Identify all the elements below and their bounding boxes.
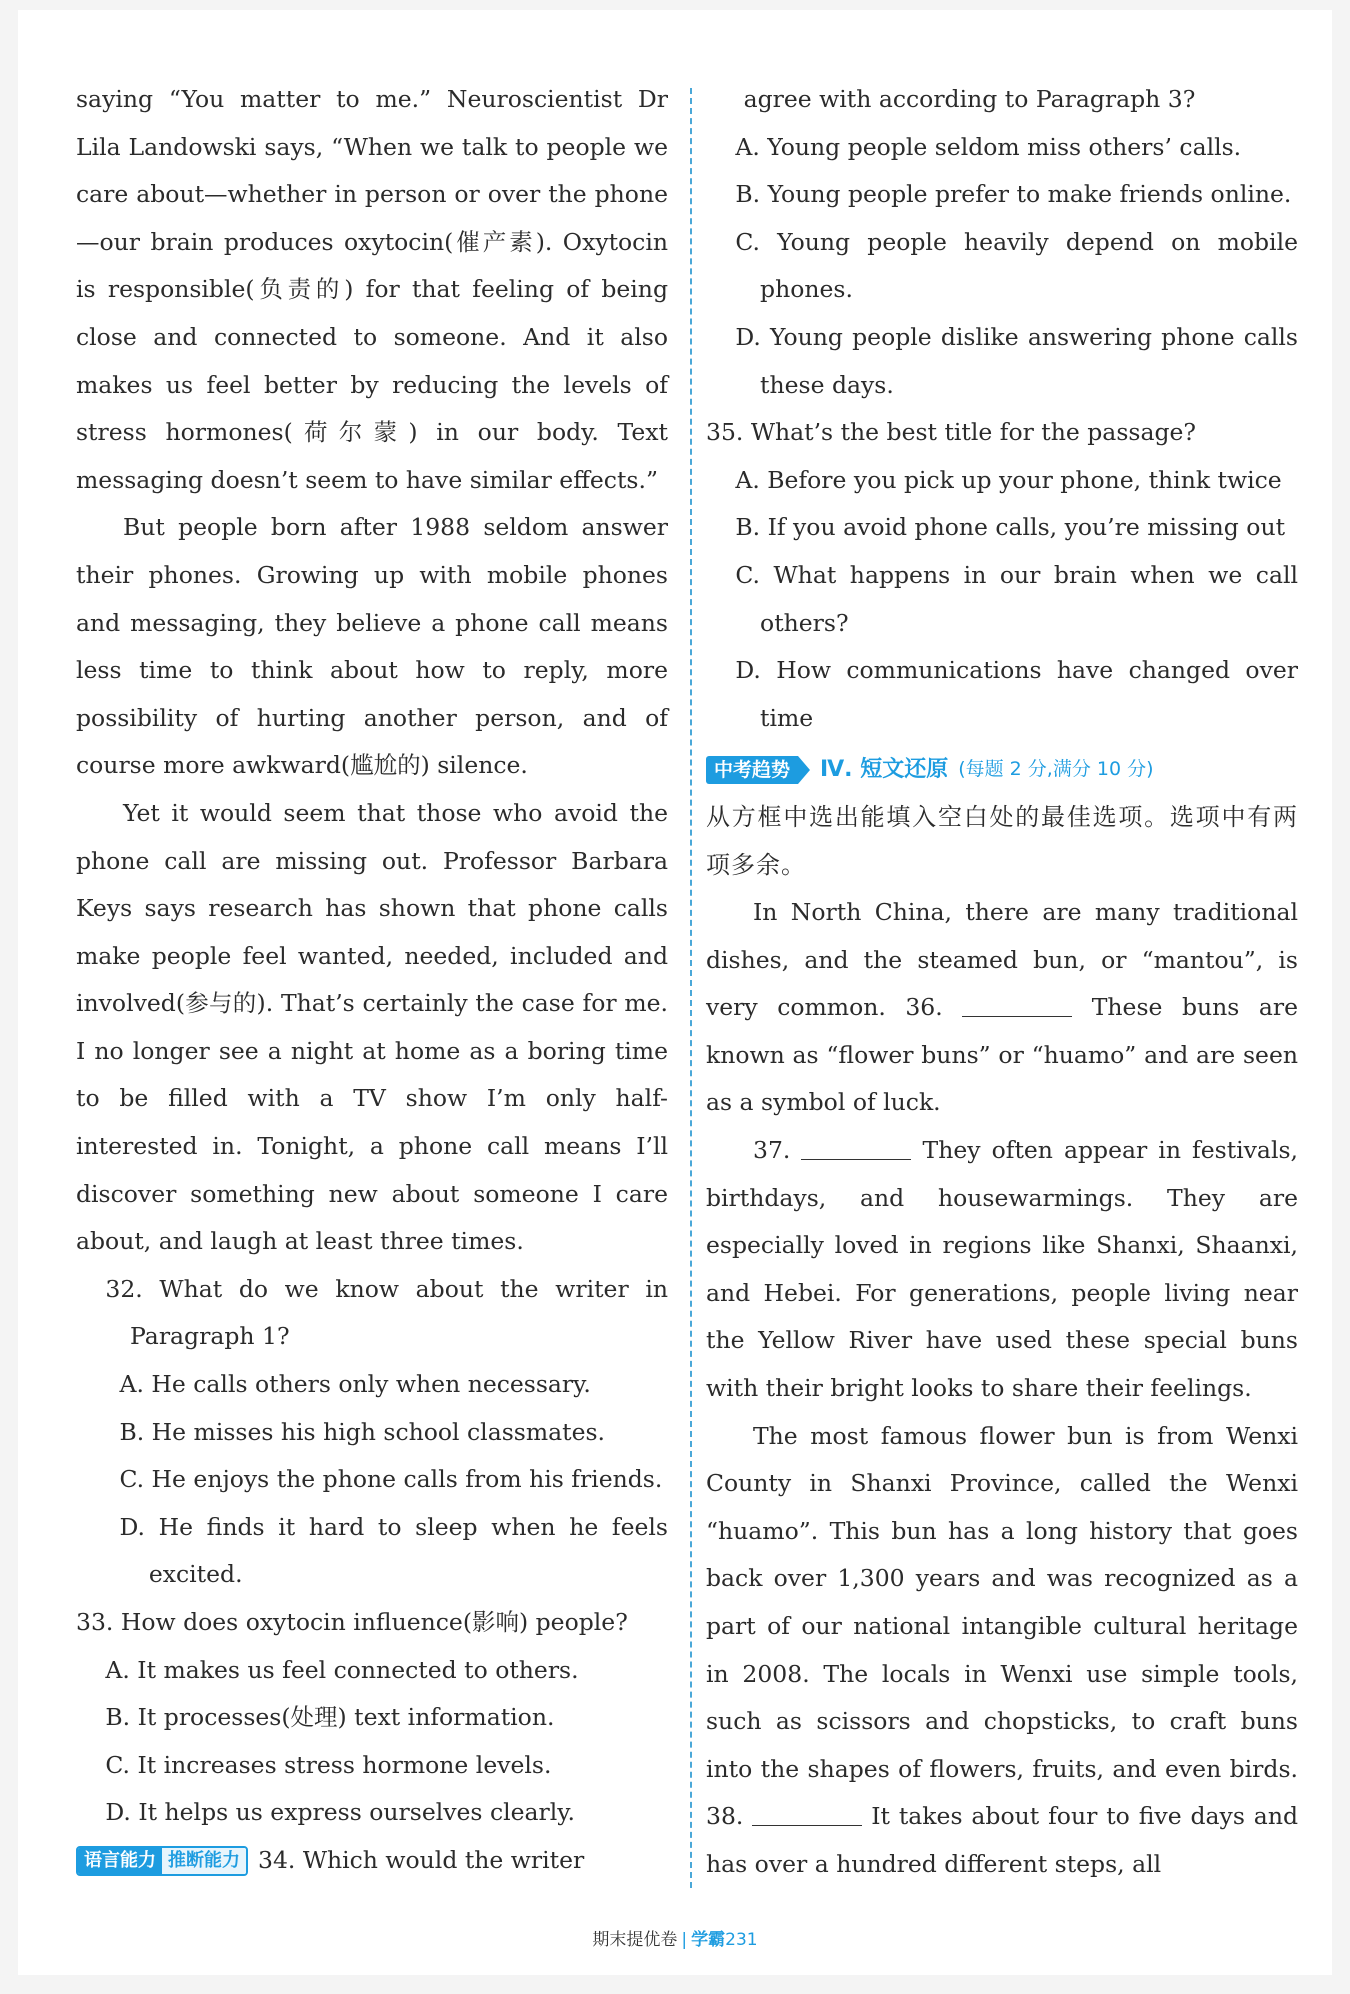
skill-tag [76,1846,248,1876]
skill-tag-inference: 推断能力 [162,1848,246,1874]
answer-option: D. It helps us express ourselves clearly. [105,1798,575,1827]
answer-blank-37[interactable] [801,1136,911,1161]
page-footer [18,1925,1332,1950]
section-header [706,746,1298,794]
skill-tag-language: 语言能力 [78,1848,162,1874]
passage-paragraph: saying “You matter to me.” Neuroscientist Dr Lila Landowski says, “When we talk to people we care about—whether in person or over the phone—our brain produces oxytocin(催产素). Oxytocin is responsible(负责的) for that feeling of being close and connected to someone. And it also makes us feel better by reducing the levels of stress hormones(荷尔蒙) in our body. Text messaging doesn’t seem to have similar effects.” [76,85,668,494]
page-number: 231 [725,1930,758,1950]
question-34-start [76,1837,668,1885]
paragraph-text: It takes about four to five days and has over a hundred different steps, all [706,1802,1298,1878]
answer-option: A. Before you pick up your phone, think twice [735,465,1282,494]
question-32 [76,1266,668,1599]
footer-label: 期末提优卷 [592,1930,678,1950]
tag-arrow-icon [798,756,810,784]
answer-option: C. He enjoys the phone calls from his friends. [119,1465,663,1494]
paragraph-text: The most famous flower bun is from Wenxi County in Shanxi Province, called the Wenxi “huamo”. This bun has a long history that goes back over 1,300 years and was recognized as a part of our national intangible cultural heritage in 2008. The locals in Wenxi use simple tools, such as scissors and chopsticks, to craft buns into the shapes of flowers, fruits, and even birds. 38. [706,1421,1298,1831]
passage-paragraph: Yet it would seem that those who avoid the phone call are missing out. Professor Barbara Keys says research has shown that phone calls make people feel wanted, needed, included and involved(参与的). That’s certainly the case for me. I no longer see a night at home as a boring time to be filled with a TV show I’m only half-interested in. Tonight, a phone call means I’ll discover something new about someone I care about, and laugh at least three times. [76,798,668,1256]
trend-tag: 中考趋势 [706,756,798,784]
answer-option: C. What happens in our brain when we call others? [735,560,1298,637]
paragraph-text: They often appear in festivals, birthdays, and housewarmings. They are especially loved in regions like Shanxi, Shaanxi, and Hebei. For generations, people living near the Yellow River have used these special buns with their bright looks to share their feelings. [706,1136,1298,1403]
right-column [706,76,1298,1889]
passage-paragraph [706,1413,1298,1889]
left-column [76,76,668,1885]
answer-option: A. Young people seldom miss others’ calls. [735,132,1242,161]
answer-option: B. Young people prefer to make friends online. [735,180,1292,209]
question-stem: 33. How does oxytocin influence(影响) people? [76,1608,628,1636]
answer-option: B. If you avoid phone calls, you’re missing out [735,513,1286,542]
answer-option: C. It increases stress hormone levels. [105,1750,552,1779]
passage-paragraph: But people born after 1988 seldom answer their phones. Growing up with mobile phones and messaging, they believe a phone call means less time to think about how to reply, more possibility of hurting another person, and of course more awkward(尴尬的) silence. [76,513,668,780]
question-35 [706,409,1298,742]
answer-blank-38[interactable] [752,1802,862,1827]
question-stem: agree with according to Paragraph 3? [743,85,1196,113]
section-score-note: (每题 2 分,满分 10 分) [958,758,1154,781]
question-stem: 35. What’s the best title for the passage? [706,418,1197,447]
answer-option: D. How communications have changed over time [735,656,1298,732]
answer-option: D. Young people dislike answering phone calls these days. [735,322,1298,399]
column-divider [690,88,692,1888]
question-stem: 34. Which would the writer [258,1845,585,1874]
answer-option: C. Young people heavily depend on mobile phones. [735,227,1298,304]
passage-paragraph [706,889,1298,1127]
answer-option: A. He calls others only when necessary. [119,1370,591,1399]
paragraph-text: In North China, there are many traditional dishes, and the steamed bun, or “mantou”, is very common. 36. [706,898,1298,1022]
answer-blank-36[interactable] [962,993,1072,1018]
answer-option: B. He misses his high school classmates. [119,1417,606,1446]
passage-paragraph [706,1127,1298,1413]
paragraph-text: 37. [753,1136,791,1165]
answer-option: D. He finds it hard to sleep when he feels excited. [119,1512,668,1589]
section-instruction: 从方框中选出能填入空白处的最佳选项。选项中有两项多余。 [706,802,1298,879]
paragraph-text: These buns are known as “flower buns” or “huamo” and are seen as a symbol of luck. [706,993,1298,1117]
footer-brand: 学霸 [691,1930,726,1950]
footer-separator: | [681,1930,688,1950]
section-title: Ⅳ. 短文还原 [820,757,949,783]
exam-page [18,10,1332,1975]
question-33 [76,1599,668,1837]
question-stem: 32. What do we know about the writer in Paragraph 1? [105,1274,668,1351]
answer-option: B. It processes(处理) text information. [105,1703,555,1732]
answer-option: A. It makes us feel connected to others. [105,1655,579,1684]
